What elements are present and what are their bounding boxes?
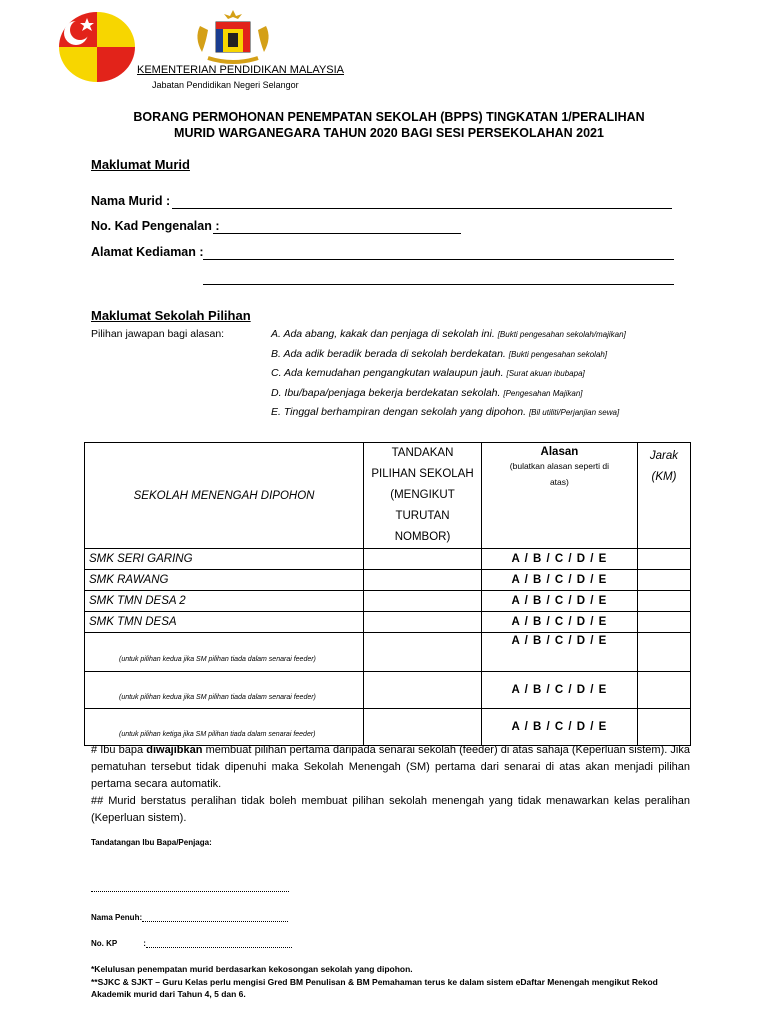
school-name: SMK TMN DESA 2 xyxy=(85,591,364,612)
distance-cell[interactable] xyxy=(637,591,690,612)
note-paragraph-1: # Ibu bapa diwajibkan membuat pilihan pertama daripada senarai sekolah (feeder) di atas sahaja (Keperluan sistem). Jika pematuhan tersebut tidak dipenuhi maka Sekolah Menengah (SM) pertama dari senarai di atas akan menjadi pilihan pertama secara automatik. xyxy=(91,744,690,790)
choice-cell[interactable] xyxy=(364,570,482,591)
reason-options-cell[interactable]: A / B / C / D / E xyxy=(481,633,637,672)
school-name: SMK TMN DESA xyxy=(85,612,364,633)
table-row xyxy=(85,633,691,672)
header-distance: Jarak (KM) xyxy=(637,443,690,549)
choice-cell[interactable] xyxy=(364,612,482,633)
table-row xyxy=(85,591,691,612)
kp-field[interactable] xyxy=(146,939,292,948)
full-name-field[interactable] xyxy=(142,913,288,922)
header-school: SEKOLAH MENENGAH DIPOHON xyxy=(85,443,364,549)
student-info-heading: Maklumat Murid xyxy=(91,157,190,172)
reason-c: C. Ada kemudahan pengangkutan walaupun jauh. [Surat akuan ibubapa] xyxy=(271,367,585,379)
table-row xyxy=(85,570,691,591)
table-row xyxy=(85,709,691,746)
reason-options-cell[interactable]: A / B / C / D / E xyxy=(481,672,637,709)
school-choice-heading: Maklumat Sekolah Pilihan xyxy=(91,308,251,323)
selangor-emblem-icon xyxy=(57,10,137,84)
table-row xyxy=(85,549,691,570)
distance-cell[interactable] xyxy=(637,633,690,672)
parent-signature-label: Tandatangan Ibu Bapa/Penjaga: xyxy=(91,838,212,847)
school-entry-cell[interactable]: (untuk pilihan kedua jika SM pilihan tiada dalam senarai feeder) xyxy=(85,633,364,672)
kp-row: No. KP : xyxy=(91,939,292,948)
student-name-field[interactable] xyxy=(172,208,672,209)
choice-cell[interactable] xyxy=(364,549,482,570)
reason-options-cell[interactable]: A / B / C / D / E xyxy=(481,570,637,591)
reason-b: B. Ada adik beradik berada di sekolah berdekatan. [Bukti pengesahan sekolah] xyxy=(271,348,608,360)
student-name-label: Nama Murid : xyxy=(91,194,171,208)
school-entry-cell[interactable]: (untuk pilihan ketiga jika SM pilihan tiada dalam senarai feeder) xyxy=(85,709,364,746)
form-title-line2: MURID WARGANEGARA TAHUN 2020 BAGI SESI PERSEKOLAHAN 2021 xyxy=(174,126,604,140)
header-mark-choice: TANDAKAN PILIHAN SEKOLAH (MENGIKUT TURUTAN NOMBOR) xyxy=(364,443,482,549)
choice-cell[interactable] xyxy=(364,672,482,709)
ic-number-label: No. Kad Pengenalan : xyxy=(91,219,220,233)
ic-number-field[interactable] xyxy=(213,233,461,234)
footer-note-2: **SJKC & SJKT – Guru Kelas perlu mengisi Gred BM Penulisan & BM Pemahaman terus ke dalam sistem eDaftar Menengah mengikut Rekod Akademik murid dari Tahun 4, 5 dan 6. xyxy=(91,977,658,999)
address-field-line2[interactable] xyxy=(203,284,674,285)
school-name: SMK RAWANG xyxy=(85,570,364,591)
form-title-line1: BORANG PERMOHONAN PENEMPATAN SEKOLAH (BPPS) TINGKATAN 1/PERALIHAN xyxy=(133,110,645,124)
distance-cell[interactable] xyxy=(637,672,690,709)
address-field-line1[interactable] xyxy=(203,259,674,260)
footer-note-1: *Kelulusan penempatan murid berdasarkan kekosongan sekolah yang dipohon. xyxy=(91,964,413,974)
reason-e: E. Tinggal berhampiran dengan sekolah yang dipohon. [Bil utiliti/Perjanjian sewa] xyxy=(271,406,620,418)
reason-a: A. Ada abang, kakak dan penjaga di sekolah ini. [Bukti pengesahan sekolah/majikan] xyxy=(271,328,626,340)
table-row xyxy=(85,612,691,633)
school-entry-cell[interactable]: (untuk pilihan kedua jika SM pilihan tiada dalam senarai feeder) xyxy=(85,672,364,709)
distance-cell[interactable] xyxy=(637,570,690,591)
address-label: Alamat Kediaman : xyxy=(91,245,204,259)
distance-cell[interactable] xyxy=(637,549,690,570)
reason-options-cell[interactable]: A / B / C / D / E xyxy=(481,549,637,570)
malaysia-coat-of-arms-icon xyxy=(192,8,274,68)
department-name: Jabatan Pendidikan Negeri Selangor xyxy=(152,80,299,90)
header-reason: Alasan (bulatkan alasan seperti di atas) xyxy=(481,443,637,549)
reason-options-label: Pilihan jawapan bagi alasan: xyxy=(91,328,225,340)
note-paragraph-2: ## Murid berstatus peralihan tidak boleh membuat pilihan sekolah menengah yang tidak menawarkan kelas peralihan (Keperluan sistem). xyxy=(91,795,690,824)
reason-d: D. Ibu/bapa/penjaga bekerja berdekatan sekolah. [Pengesahan Majikan] xyxy=(271,387,583,399)
table-row xyxy=(85,672,691,709)
distance-cell[interactable] xyxy=(637,709,690,746)
full-name-row: Nama Penuh: xyxy=(91,913,288,922)
school-name: SMK SERI GARING xyxy=(85,549,364,570)
choice-cell[interactable] xyxy=(364,591,482,612)
reason-options-cell[interactable]: A / B / C / D / E xyxy=(481,591,637,612)
choice-cell[interactable] xyxy=(364,709,482,746)
reason-options-cell[interactable]: A / B / C / D / E xyxy=(481,709,637,746)
ministry-name: KEMENTERIAN PENDIDIKAN MALAYSIA xyxy=(137,64,345,76)
distance-cell[interactable] xyxy=(637,612,690,633)
table-header-row xyxy=(85,443,691,549)
reason-options-cell[interactable]: A / B / C / D / E xyxy=(481,612,637,633)
school-choice-table xyxy=(84,442,691,746)
signature-field[interactable] xyxy=(91,891,289,892)
choice-cell[interactable] xyxy=(364,633,482,672)
